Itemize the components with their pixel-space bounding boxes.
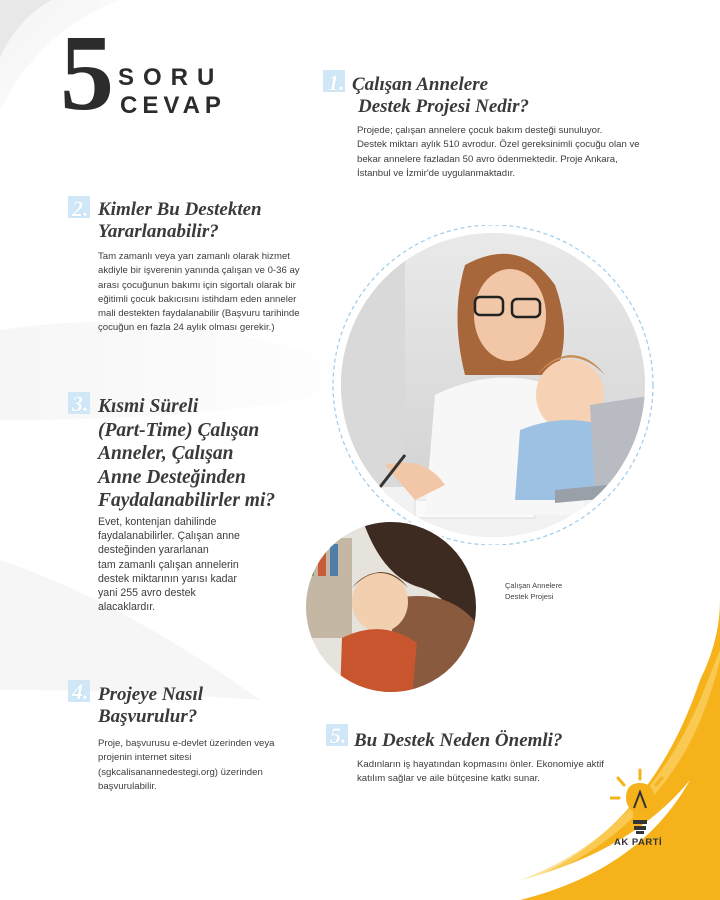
- q2-number: 2.: [72, 196, 89, 221]
- q3-answer-line: faydalanabilirler. Çalışan anne: [98, 530, 240, 543]
- q2-answer: [98, 250, 300, 336]
- q1-answer-line: İstanbul ve İzmir'de uygulanmaktadır.: [357, 167, 516, 179]
- caption-line: Çalışan Annelere: [505, 581, 563, 590]
- q2-title: [98, 199, 262, 244]
- mother-holding-baby-photo: [302, 518, 480, 696]
- q3-title-line: Anne Desteğinden: [98, 466, 246, 488]
- q3-answer-line: Evet, kontenjan dahilinde: [98, 516, 217, 528]
- q3-title-line: Anneler, Çalışan: [98, 443, 234, 464]
- q4-title: [98, 684, 203, 729]
- q4-answer-line: başvurulabilir.: [98, 780, 157, 792]
- q3-title: [98, 395, 275, 513]
- q3-answer-line: desteğinden yararlanan: [98, 544, 209, 557]
- q4-title-line: Başvurulur?: [98, 706, 198, 728]
- q4-answer-line: (sgkcalisanannedestegi.org) üzerinden: [98, 766, 263, 778]
- q3-title-line: (Part-Time) Çalışan: [98, 419, 260, 441]
- q3-title-line: Faydalanabilirler mi?: [98, 490, 276, 511]
- q2-answer-line: Tam zamanlı veya yarı zamanlı olarak hizmet: [98, 251, 290, 262]
- q1-title: [352, 74, 529, 119]
- q5-answer-line: Kadınların iş hayatından kopmasını önler. Ekonomiye aktif: [357, 759, 604, 770]
- q2-answer-line: eğitimli çocuk bakıcısını istihdam eden anneler: [98, 293, 297, 305]
- caption-line: Destek Projesi: [505, 592, 554, 601]
- q2-answer-line: arası çocuğunun bakımı için sigortalı olarak bir: [98, 279, 296, 291]
- q4-answer-line: Proje, başvurusu e-devlet üzerinden veya: [98, 738, 275, 749]
- q1-answer-line: Destek miktarı aylık 510 avrodur. Özel gereksinimli çocuğu olan ve: [357, 139, 640, 151]
- q1-answer-line: bekar annelere fazladan 50 avro ödenmektedir. Proje Ankara,: [357, 153, 618, 165]
- title-number-five: 5: [60, 14, 114, 133]
- q2-title-line: Yararlanabilir?: [98, 221, 219, 243]
- q1-number: 1.: [328, 70, 345, 95]
- q2-answer-line: akdiyle bir işverenin yanında çalışan ve 0-36 ay: [98, 265, 300, 277]
- q5-number: 5.: [330, 723, 347, 748]
- q4-answer-line: projenin internet sitesi: [98, 752, 192, 764]
- q1-title-line: Çalışan Annelere: [352, 74, 489, 95]
- q5-title-line: Bu Destek Neden Önemli?: [354, 730, 563, 751]
- q3-answer-line: destek miktarının yarısı kadar: [98, 572, 237, 585]
- party-logo-text: AK PARTİ: [614, 837, 663, 848]
- q3-answer-line: alacaklardır.: [98, 601, 156, 614]
- q5-answer-line: katılım sağlar ve aile bütçesine katkı sunar.: [357, 773, 540, 785]
- q2-title-line: Kimler Bu Destekten: [98, 199, 262, 220]
- q5-answer: [357, 758, 604, 787]
- mother-with-baby-photo: [315, 225, 675, 545]
- q5-title: [354, 730, 562, 752]
- q1-answer-line: Projede; çalışan annelere çocuk bakım desteği sunuluyor.: [357, 125, 603, 136]
- title-soru: SORU: [118, 64, 224, 91]
- lightbulb-logo-icon: [610, 768, 670, 836]
- q4-answer: [98, 737, 275, 794]
- q3-number: 3.: [72, 391, 89, 416]
- q3-answer-line: yani 255 avro destek: [98, 587, 196, 600]
- q4-title-line: Projeye Nasıl: [98, 684, 204, 705]
- title-cevap: CEVAP: [120, 92, 226, 119]
- q2-answer-line: mali destekten faydalanabilir (Başvuru tarihinde: [98, 308, 300, 320]
- q2-answer-line: çocuğun en fazla 24 aylık olması gerekir.): [98, 322, 275, 334]
- q3-answer-line: tam zamanlı çalışan annelerin: [98, 558, 239, 571]
- q1-title-line: Destek Projesi Nedir?: [358, 96, 529, 118]
- q1-answer: [357, 124, 640, 181]
- photo-caption: [505, 580, 562, 602]
- q4-number: 4.: [72, 679, 89, 704]
- q3-answer: [98, 515, 240, 614]
- q3-title-line: Kısmi Süreli: [98, 396, 199, 417]
